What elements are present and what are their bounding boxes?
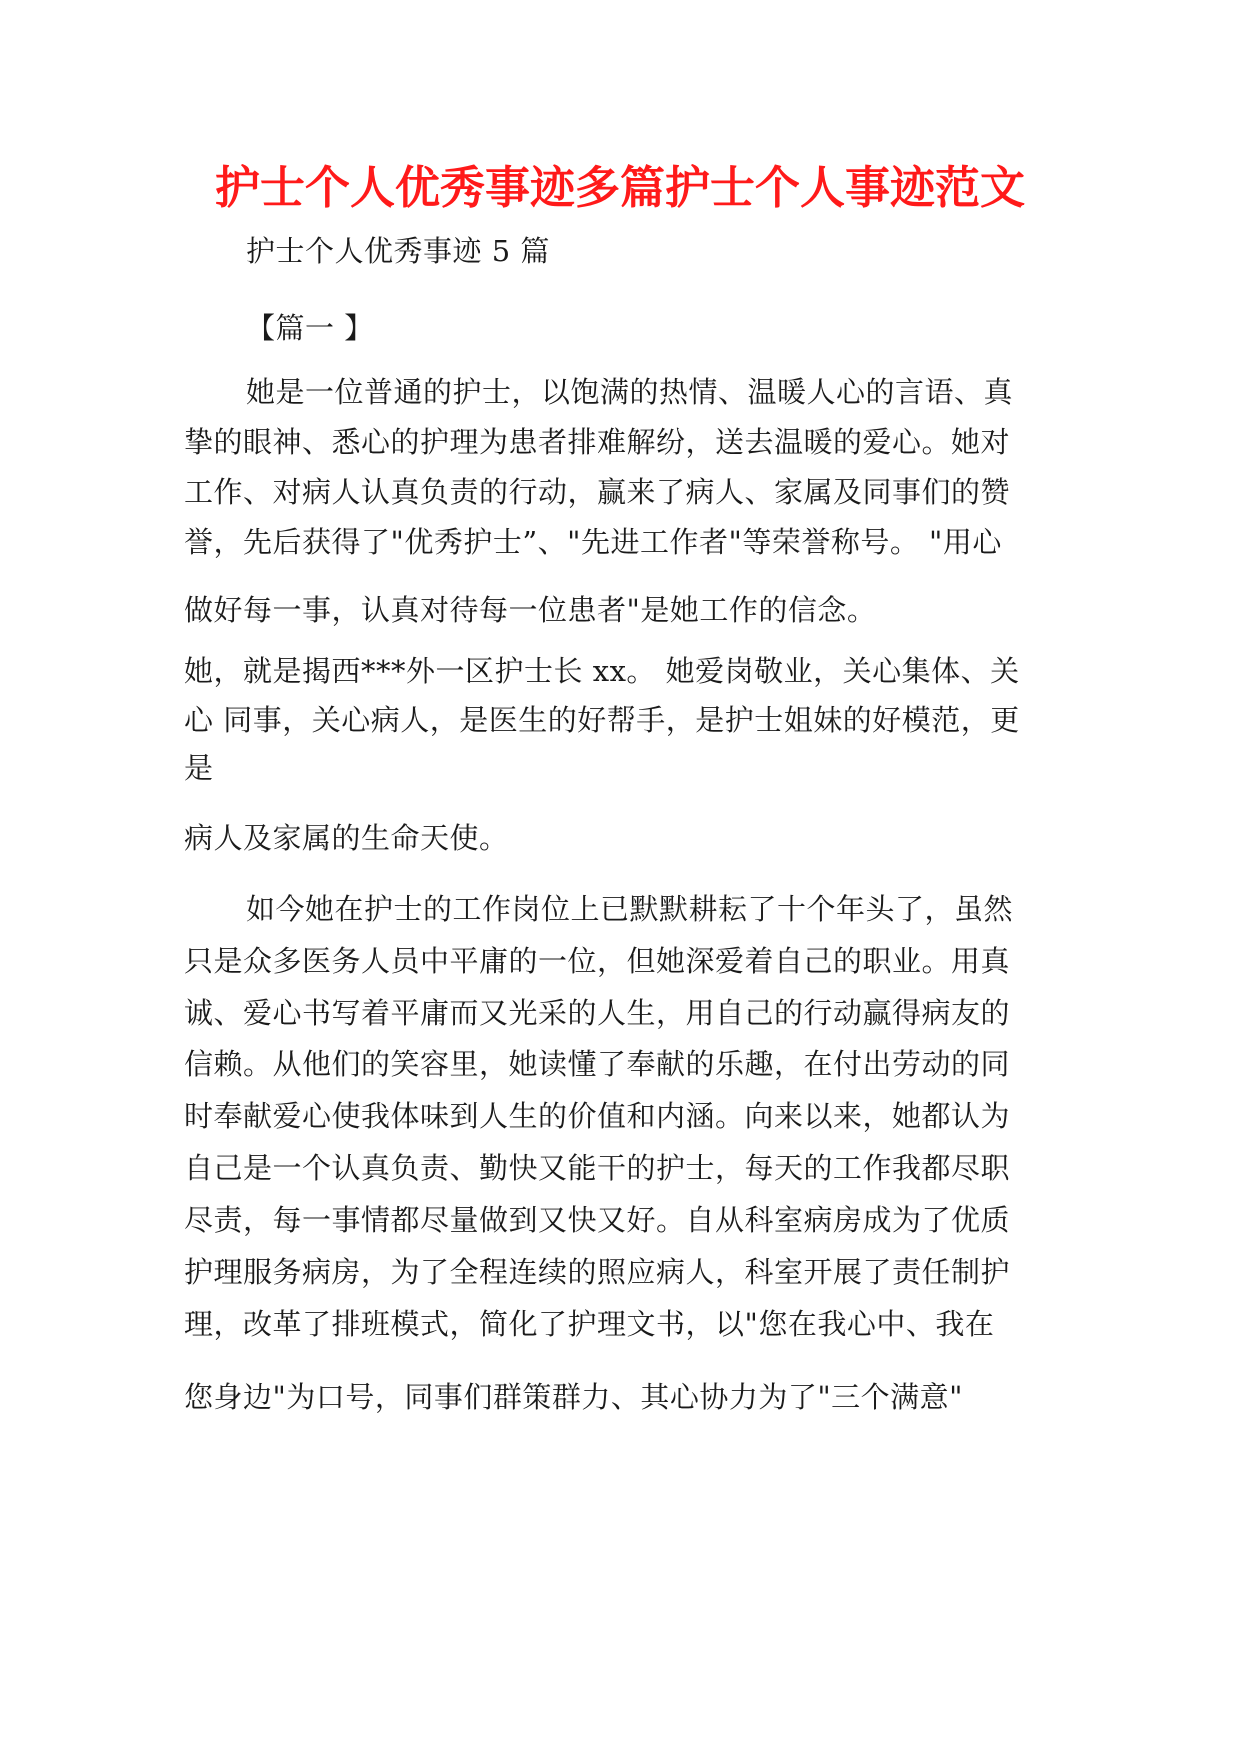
paragraph-line: 病人及家属的生命天使。 — [184, 821, 509, 855]
document-subtitle: 护士个人优秀事迹 5 篇 — [246, 234, 550, 268]
paragraph-line: 护理服务病房，为了全程连续的照应病人，科室开展了责任制护 — [184, 1255, 1011, 1289]
section-heading: 【篇一 】 — [246, 311, 374, 345]
paragraph-line: 尽责，每一事情都尽量做到又快又好。自从科室病房成为了优质 — [184, 1203, 1011, 1237]
paragraph-line: 自己是一个认真负责、勤快又能干的护士，每天的工作我都尽职 — [184, 1151, 1011, 1185]
paragraph-line: 您身边"为口号，同事们群策群力、其心协力为了"三个满意" — [184, 1380, 964, 1414]
paragraph-line: 她，就是揭西***外一区护士长 xx。 她爱岗敬业，关心集体、关 — [184, 654, 1020, 688]
document-title: 护士个人优秀事迹多篇护士个人事迹范文 — [214, 161, 1025, 214]
paragraph-line: 如今她在护士的工作岗位上已默默耕耘了十个年头了，虽然 — [246, 892, 1014, 926]
paragraph-line: 诚、爱心书写着平庸而又光采的人生，用自己的行动赢得病友的 — [184, 996, 1011, 1030]
paragraph-line: 时奉献爱心使我体味到人生的价值和内涵。向来以来，她都认为 — [184, 1099, 1011, 1133]
paragraph-line: 只是众多医务人员中平庸的一位，但她深爱着自己的职业。用真 — [184, 944, 1011, 978]
paragraph-line: 是 — [184, 751, 214, 785]
paragraph-line: 做好每一事，认真对待每一位患者"是她工作的信念。 — [184, 593, 877, 627]
paragraph-line: 心 同事，关心病人，是医生的好帮手，是护士姐妹的好模范，更 — [184, 703, 1020, 737]
paragraph-line: 她是一位普通的护士，以饱满的热情、温暖人心的言语、真 — [246, 375, 1014, 409]
paragraph-line: 誉，先后获得了"优秀护士”、"先进工作者"等荣誉称号。 "用心 — [184, 525, 1002, 559]
paragraph-line: 理，改革了排班模式，简化了护理文书，以"您在我心中、我在 — [184, 1307, 995, 1341]
paragraph-line: 信赖。从他们的笑容里，她读懂了奉献的乐趣，在付出劳动的同 — [184, 1047, 1011, 1081]
paragraph-line: 挚的眼神、悉心的护理为患者排难解纷，送去温暖的爱心。她对 — [184, 425, 1011, 459]
paragraph-line: 工作、对病人认真负责的行动，赢来了病人、家属及同事们的赞 — [184, 475, 1011, 509]
